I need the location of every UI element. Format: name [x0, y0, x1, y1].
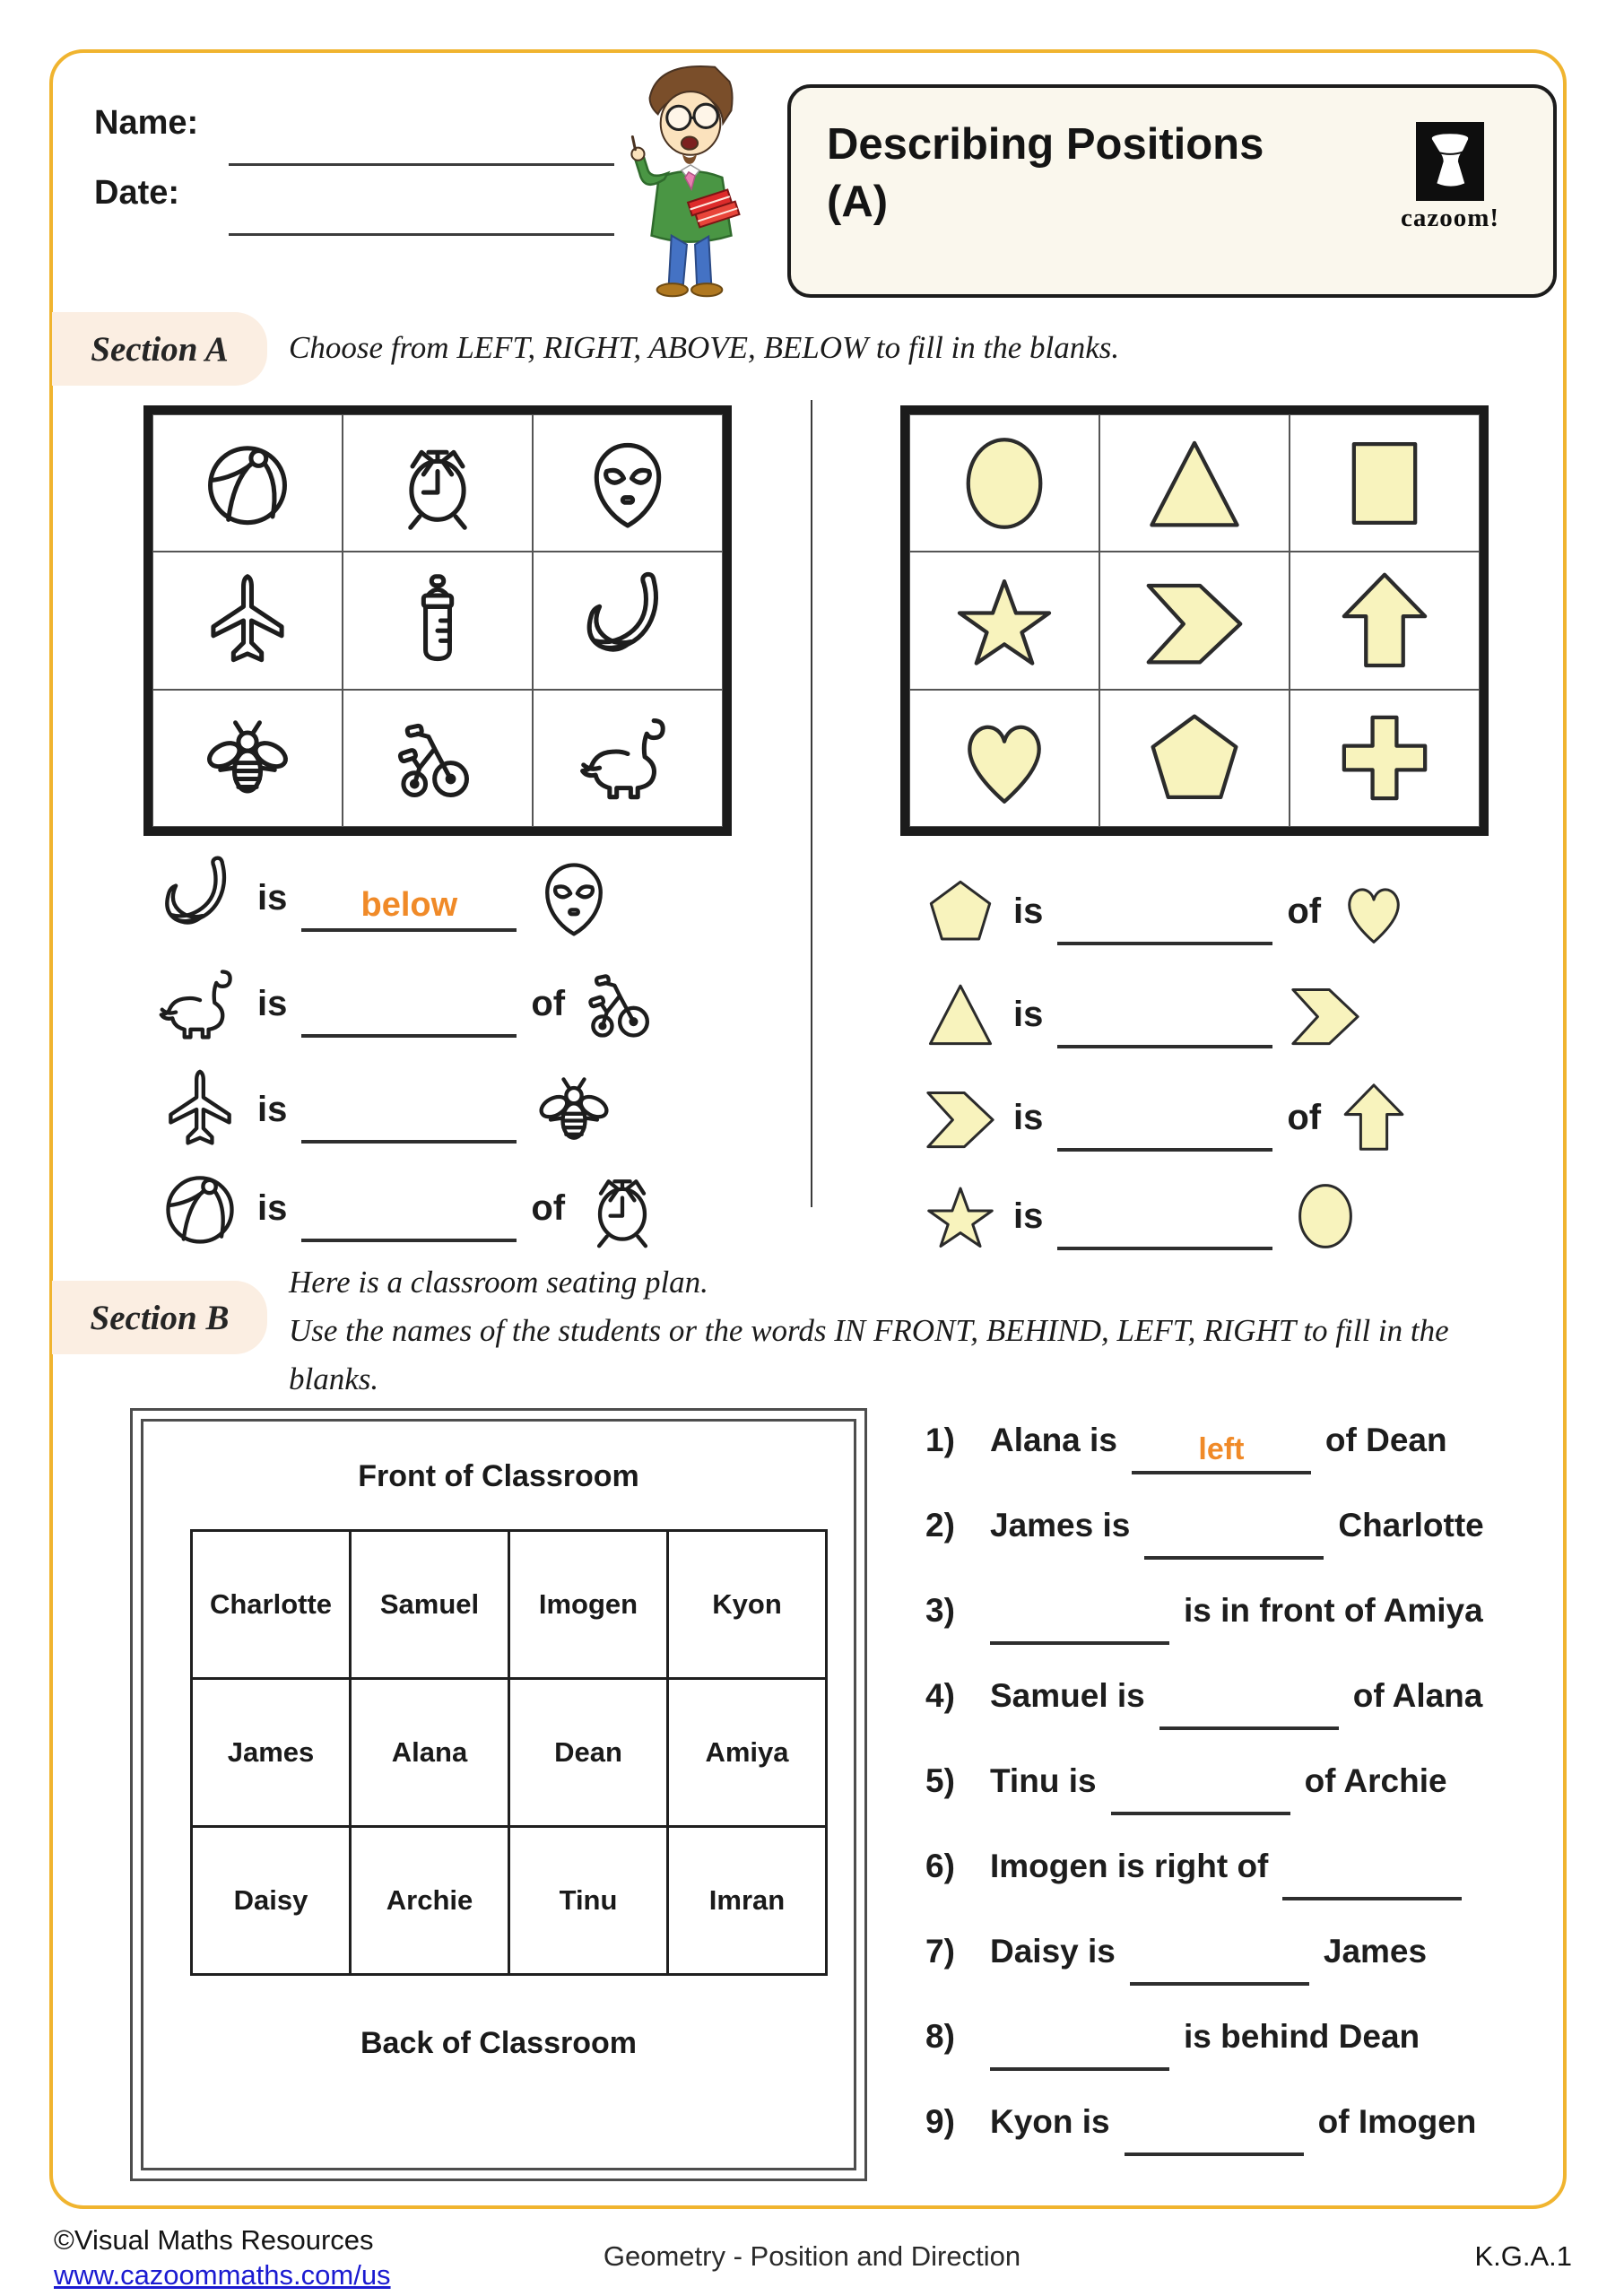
- answer-blank: [1282, 1857, 1462, 1900]
- question-text-after: of Imogen: [1317, 2103, 1477, 2140]
- question-number: 2): [925, 1507, 955, 1544]
- seat-cell: Charlotte: [192, 1531, 351, 1679]
- is-label: is: [1013, 891, 1044, 931]
- is-label: is: [257, 877, 288, 918]
- seat-cell: Archie: [351, 1827, 509, 1975]
- star-icon: [922, 1178, 999, 1255]
- answer-blank: [1057, 1109, 1272, 1152]
- date-line: [229, 233, 614, 236]
- cazoom-logo: [1383, 122, 1517, 233]
- question-row: [925, 1583, 1575, 1639]
- seat-cell: James: [192, 1679, 351, 1827]
- question-text-before: Tinu is: [990, 1762, 1097, 1799]
- is-label: is: [1013, 994, 1044, 1034]
- answer-blank: [990, 2028, 1169, 2071]
- cross-icon: [1290, 690, 1480, 827]
- ball-icon: [157, 1165, 243, 1251]
- footer-topic: Geometry - Position and Direction: [603, 2240, 1021, 2272]
- section-b-instruction-line3: blanks.: [289, 1361, 379, 1396]
- question-text-before: Kyon is: [990, 2103, 1110, 2140]
- answer-blank: [1130, 1943, 1309, 1986]
- answer-blank: [1132, 1431, 1311, 1474]
- title-line-2: (A): [827, 177, 889, 226]
- alarm-clock-icon: [343, 414, 533, 552]
- question-row: [925, 1839, 1575, 1894]
- answer-blank: [1144, 1517, 1324, 1560]
- question-row: [925, 2009, 1575, 2065]
- question-number: 1): [925, 1422, 955, 1458]
- fill-question-row: [922, 861, 1412, 961]
- bananas-icon: [533, 552, 723, 689]
- question-text-after: of Archie: [1304, 1762, 1447, 1799]
- arrow-up-icon: [1290, 552, 1480, 689]
- question-number: 8): [925, 2018, 955, 2055]
- of-label: of: [531, 1187, 566, 1228]
- question-text-before: Daisy is: [990, 1933, 1116, 1970]
- front-of-classroom-label: Front of Classroom: [358, 1459, 639, 1493]
- back-of-classroom-label: Back of Classroom: [360, 2026, 637, 2060]
- pentagon-icon: [1099, 690, 1290, 827]
- pentagon-icon: [922, 873, 999, 950]
- seat-cell: Alana: [351, 1679, 509, 1827]
- question-text-after: is behind Dean: [1184, 2018, 1420, 2055]
- question-text-after: of Dean: [1324, 1422, 1447, 1458]
- seat-cell: Daisy: [192, 1827, 351, 1975]
- question-number: 5): [925, 1762, 955, 1799]
- fill-question-row: [922, 964, 1364, 1065]
- of-label: of: [1287, 891, 1322, 931]
- square-icon: [1290, 414, 1480, 552]
- is-label: is: [257, 1187, 288, 1228]
- ball-icon: [152, 414, 343, 552]
- question-row: [925, 1924, 1575, 1979]
- section-a-label: Section A: [52, 312, 267, 386]
- seat-cell: Imran: [668, 1827, 827, 1975]
- circle-icon: [1287, 1178, 1364, 1255]
- classroom-plan: [130, 1408, 867, 2181]
- fill-question-row: [157, 953, 665, 1054]
- seat-cell: Kyon: [668, 1531, 827, 1679]
- teacher-cartoon: [595, 57, 786, 303]
- triangle-icon: [1099, 414, 1290, 552]
- section-b-label: Section B: [52, 1281, 267, 1354]
- triangle-icon: [922, 976, 999, 1053]
- question-text-after: is in front of Amiya: [1184, 1592, 1483, 1629]
- question-row: [925, 2094, 1575, 2150]
- section-b-instruction-line1: Here is a classroom seating plan.: [289, 1265, 708, 1300]
- column-divider: [811, 400, 812, 1207]
- heart-icon: [1335, 873, 1412, 950]
- date-label: Date:: [94, 174, 180, 212]
- bee-icon: [531, 1066, 617, 1152]
- answer-text: left: [1198, 1432, 1245, 1466]
- of-label: of: [1287, 1097, 1322, 1137]
- seat-cell: Samuel: [351, 1531, 509, 1679]
- question-text-before: Alana is: [990, 1422, 1117, 1458]
- question-text-after: James: [1323, 1933, 1428, 1970]
- of-label: of: [531, 983, 566, 1023]
- question-text-before: James is: [990, 1507, 1131, 1544]
- cazoom-drum-icon: [1416, 122, 1484, 201]
- answer-blank: [301, 886, 517, 932]
- bananas-icon: [157, 855, 243, 941]
- fill-question-row: [157, 1158, 665, 1258]
- question-text-before: Samuel is: [990, 1677, 1145, 1714]
- heart-icon: [909, 690, 1099, 827]
- answer-blank: [301, 1199, 517, 1242]
- question-number: 3): [925, 1592, 955, 1629]
- seat-cell: Amiya: [668, 1679, 827, 1827]
- question-number: 4): [925, 1677, 955, 1714]
- arrow-up-icon: [1335, 1079, 1412, 1156]
- seat-cell: Tinu: [509, 1827, 668, 1975]
- question-text-after: Charlotte: [1338, 1507, 1484, 1544]
- tricycle-icon: [343, 690, 533, 827]
- footer-link[interactable]: www.cazoommaths.com/us: [54, 2259, 391, 2291]
- footer-copyright: ©Visual Maths Resources: [54, 2224, 374, 2256]
- alarm-clock-icon: [579, 1165, 665, 1251]
- is-label: is: [1013, 1196, 1044, 1236]
- classroom-plan-inner: [141, 1419, 856, 2170]
- answer-blank: [301, 995, 517, 1038]
- question-number: 7): [925, 1933, 955, 1970]
- alien-icon: [533, 414, 723, 552]
- is-label: is: [257, 983, 288, 1023]
- seat-cell: Imogen: [509, 1531, 668, 1679]
- answer-blank: [1057, 1207, 1272, 1250]
- answer-blank: [1057, 1005, 1272, 1048]
- baby-bottle-icon: [343, 552, 533, 689]
- page-title: [827, 117, 1264, 230]
- shape-grid: [900, 405, 1489, 836]
- question-row: [925, 1413, 1575, 1468]
- answer-text: below: [360, 886, 458, 924]
- question-row: [925, 1668, 1575, 1724]
- question-number: 6): [925, 1848, 955, 1884]
- section-b-instruction-line2: Use the names of the students or the words IN FRONT, BEHIND, LEFT, RIGHT to fill in the: [289, 1313, 1449, 1348]
- footer-standard-code: K.G.A.1: [1474, 2240, 1572, 2272]
- airplane-icon: [152, 552, 343, 689]
- seating-table: [190, 1529, 828, 1976]
- bee-icon: [152, 690, 343, 827]
- answer-blank: [990, 1602, 1169, 1645]
- answer-blank: [1111, 1772, 1290, 1815]
- airplane-icon: [157, 1066, 243, 1152]
- chevron-icon: [1287, 976, 1364, 1053]
- chevron-icon: [1099, 552, 1290, 689]
- answer-blank: [1057, 902, 1272, 945]
- name-label: Name:: [94, 104, 199, 142]
- alien-icon: [531, 855, 617, 941]
- title-line-1: Describing Positions: [827, 120, 1264, 169]
- object-grid: [143, 405, 732, 836]
- circle-icon: [909, 414, 1099, 552]
- dinosaur-icon: [157, 961, 243, 1047]
- cazoom-logo-text: cazoom!: [1400, 204, 1500, 232]
- chevron-icon: [922, 1079, 999, 1156]
- question-row: [925, 1753, 1575, 1809]
- tricycle-icon: [579, 961, 665, 1047]
- question-text-after: of Alana: [1352, 1677, 1483, 1714]
- question-text-before: Imogen is right of: [990, 1848, 1269, 1884]
- answer-blank: [1159, 1687, 1339, 1730]
- question-number: 9): [925, 2103, 955, 2140]
- section-a-instruction: Choose from LEFT, RIGHT, ABOVE, BELOW to fill in the blanks.: [289, 330, 1120, 365]
- fill-question-row: [157, 848, 617, 948]
- name-line: [229, 163, 614, 166]
- dinosaur-icon: [533, 690, 723, 827]
- is-label: is: [257, 1089, 288, 1129]
- question-row: [925, 1498, 1575, 1553]
- seat-cell: Dean: [509, 1679, 668, 1827]
- is-label: is: [1013, 1097, 1044, 1137]
- fill-question-row: [157, 1059, 617, 1160]
- answer-blank: [301, 1100, 517, 1144]
- star-icon: [909, 552, 1099, 689]
- answer-blank: [1125, 2113, 1304, 2156]
- fill-question-row: [922, 1166, 1364, 1266]
- title-box: [787, 84, 1557, 298]
- fill-question-row: [922, 1067, 1412, 1168]
